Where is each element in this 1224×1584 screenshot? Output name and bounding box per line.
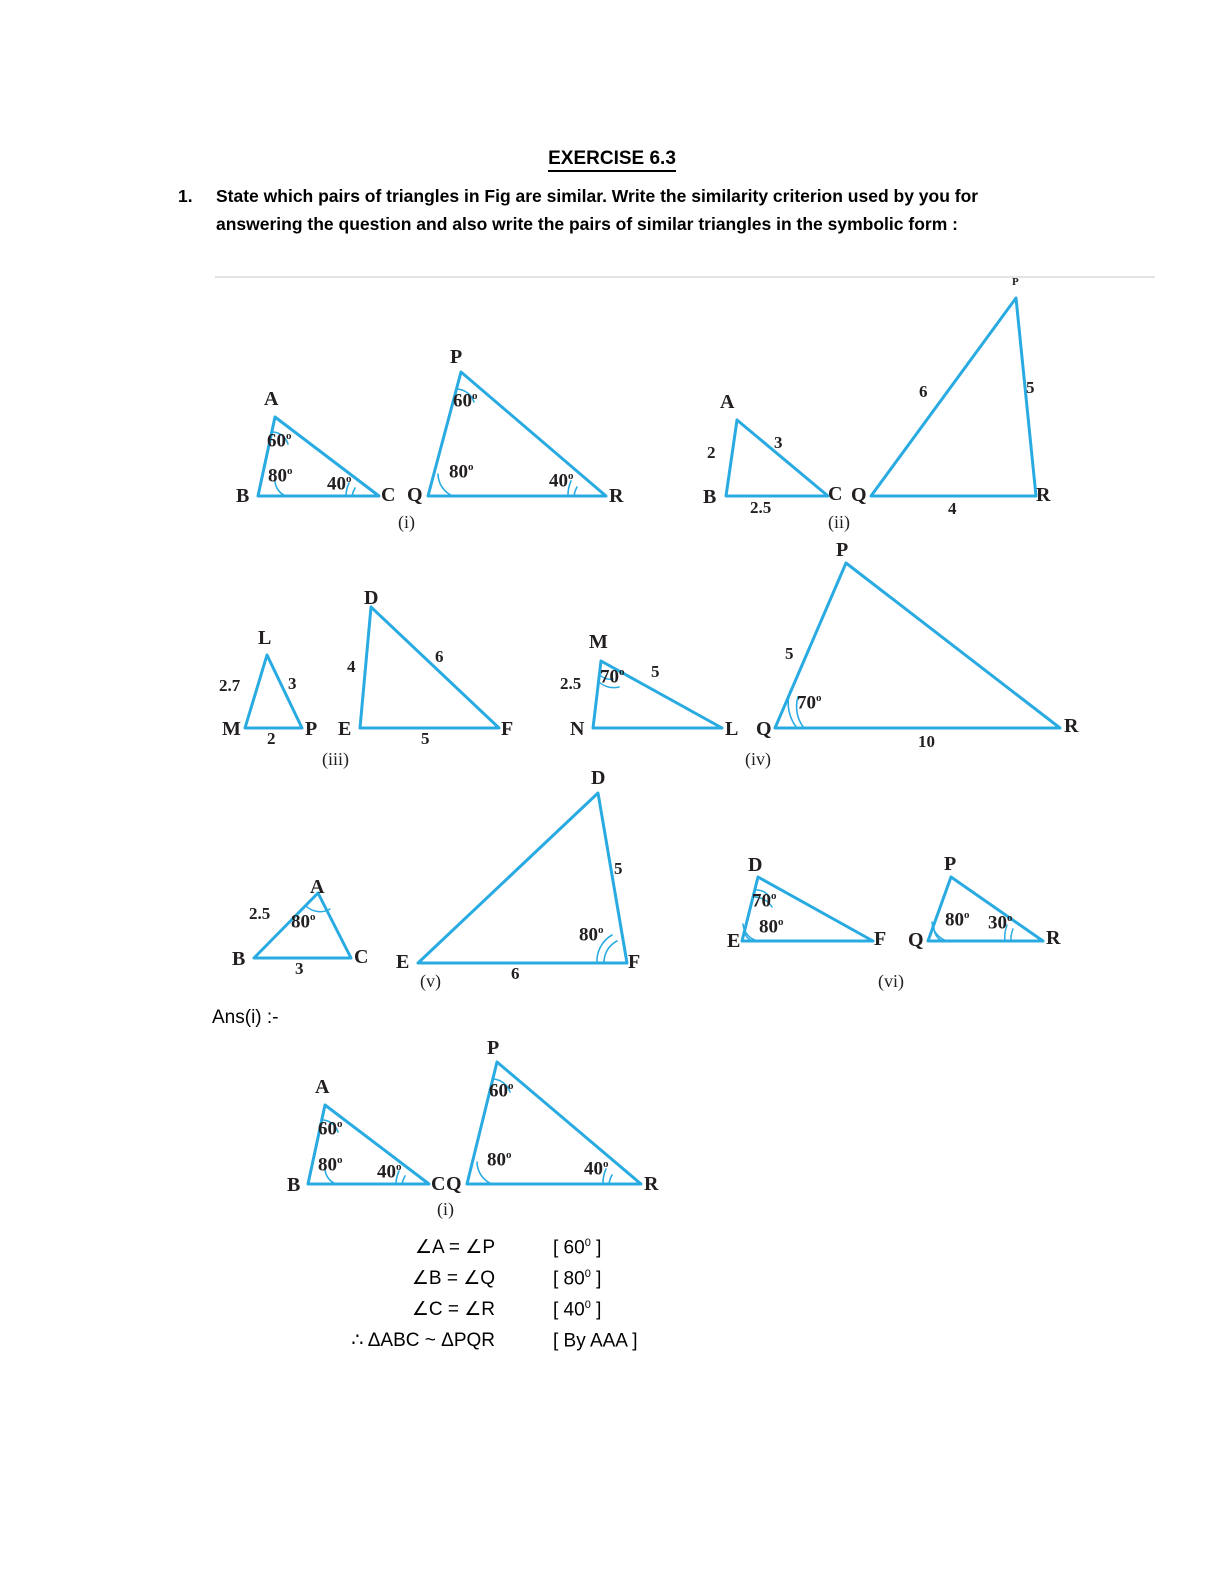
- fig-i-caption: (i): [398, 512, 415, 532]
- fig-i-angle-p: 60$^o$: [453, 390, 478, 412]
- fig-v-vertex-e: E: [396, 951, 410, 973]
- fig-iii-side-lp: 3: [288, 674, 297, 693]
- ans-fig-vertex-p: P: [487, 1037, 500, 1059]
- fig-iii-triangle-def: [360, 607, 499, 728]
- fig-ii-side-ac: 3: [774, 433, 783, 452]
- ans-fig-angle-b: 80$^o$: [318, 1154, 343, 1176]
- equation-rhs: [ $60^0$ ]: [553, 1236, 602, 1258]
- fig-vi-vertex-f: F: [874, 928, 887, 950]
- ans-fig-vertex-r: R: [644, 1173, 659, 1195]
- fig-ii-vertex-c: C: [828, 483, 843, 505]
- ans-fig-vertex-a: A: [315, 1076, 330, 1098]
- answer-equation-row: [280, 1329, 665, 1360]
- equation-rhs: [ $40^0$ ]: [553, 1298, 602, 1320]
- fig-i-vertex-b: B: [236, 485, 250, 507]
- fig-v-side-df: 5: [614, 859, 623, 878]
- question-number: 1.: [178, 186, 193, 206]
- fig-iii-side-df: 6: [435, 647, 444, 666]
- fig-vi-angle-d: 70$^o$: [752, 890, 777, 912]
- fig-iii-vertex-m: M: [222, 718, 241, 740]
- fig-ii-side-ab: 2: [707, 443, 716, 462]
- fig-i-vertex-c: C: [381, 484, 396, 506]
- fig-iii-side-mp: 2: [267, 729, 276, 748]
- fig-i-vertex-r: R: [609, 485, 624, 507]
- fig-v-angle-a: 80$^o$: [291, 911, 316, 933]
- fig-v-side-ef: 6: [511, 964, 520, 983]
- fig-vi-angle-r: 30$^o$: [988, 912, 1013, 934]
- answer-equations: [280, 1236, 665, 1360]
- answer-equation-row: [280, 1236, 665, 1267]
- fig-iv-angle-q: 70$^o$: [797, 692, 822, 714]
- fig-vi-vertex-r: R: [1046, 927, 1061, 949]
- fig-ii-triangle-pqr: [871, 298, 1036, 496]
- fig-ii-vertex-r: R: [1036, 484, 1051, 506]
- ans-fig-vertex-c: C: [431, 1173, 446, 1195]
- fig-i-vertex-q: Q: [407, 484, 423, 506]
- ans-fig-caption: (i): [437, 1199, 454, 1219]
- fig-vi-caption: (vi): [878, 971, 904, 991]
- fig-v-side-ab: 2.5: [249, 904, 271, 923]
- fig-i-vertex-a: A: [264, 388, 279, 410]
- equation-rhs: [ $80^0$ ]: [553, 1267, 602, 1289]
- fig-vi-angle-q: 80$^o$: [945, 909, 970, 931]
- equation-lhs: ∴ ΔABC ~ ΔPQR: [351, 1330, 495, 1351]
- fig-iii-caption: (iii): [322, 749, 349, 769]
- fig-v-vertex-f: F: [628, 951, 641, 973]
- equation-rhs: [ By AAA ]: [553, 1330, 638, 1351]
- fig-iv-vertex-q: Q: [756, 718, 772, 740]
- fig-v-side-bc: 3: [295, 959, 304, 978]
- fig-i-vertex-p: P: [450, 346, 463, 368]
- fig-vi-vertex-e: E: [727, 930, 741, 952]
- fig-iv-caption: (iv): [745, 749, 771, 769]
- fig-ii-caption: (ii): [828, 512, 850, 532]
- fig-i-angle-a: 60$^o$: [267, 430, 292, 452]
- fig-ii-side-qr: 4: [948, 499, 957, 518]
- fig-iv-vertex-m: M: [589, 631, 608, 653]
- fig-v-caption: (v): [420, 971, 441, 991]
- page-title: [0, 148, 1224, 170]
- fig-iv-side-mn: 2.5: [560, 674, 582, 693]
- fig-iv-side-qr: 10: [918, 732, 935, 751]
- fig-ii-vertex-a: A: [720, 391, 735, 413]
- fig-vi-vertex-p: P: [944, 853, 957, 875]
- answer-heading: Ans(i) :-: [212, 1007, 279, 1028]
- fig-vi-vertex-d: D: [748, 854, 763, 876]
- fig-iii-side-de: 4: [347, 657, 356, 676]
- fig-ii-vertex-p: P: [1012, 276, 1019, 288]
- ans-fig-angle-p: 60$^o$: [489, 1080, 514, 1102]
- fig-iii-vertex-d: D: [364, 587, 379, 609]
- ans-fig-angle-q: 80$^o$: [487, 1149, 512, 1171]
- equation-lhs: ∠C = ∠R: [411, 1299, 495, 1320]
- ans-fig-angle-a: 60$^o$: [318, 1118, 343, 1140]
- fig-vi-vertex-q: Q: [908, 929, 924, 951]
- answer-equation-row: [280, 1267, 665, 1298]
- fig-ii-triangle-abc: [726, 420, 828, 496]
- fig-v-vertex-a: A: [310, 876, 325, 898]
- question-text: State which pairs of triangles in Fig are similar. Write the similarity criterion used by you for answering the question and also write the pairs of similar triangles in the symbolic form :: [216, 186, 979, 234]
- fig-i-angle-q: 80$^o$: [449, 461, 474, 483]
- fig-ii-side-pr: 5: [1026, 378, 1035, 397]
- ans-fig-vertex-b: B: [287, 1174, 301, 1196]
- fig-ii-side-bc: 2.5: [750, 498, 772, 517]
- fig-iii-side-ef: 5: [421, 729, 430, 748]
- fig-iv-vertex-l: L: [725, 718, 739, 740]
- fig-i-angle-b: 80$^o$: [268, 465, 293, 487]
- fig-iv-angle-m: 70$^o$: [600, 666, 625, 688]
- equation-lhs: ∠B = ∠Q: [411, 1268, 495, 1289]
- equation-lhs: ∠A = ∠P: [414, 1237, 495, 1258]
- fig-v-vertex-d: D: [591, 767, 606, 789]
- fig-v-angle-f: 80$^o$: [579, 924, 604, 946]
- question-block: [178, 182, 1068, 238]
- answer-equation-row: [280, 1298, 665, 1329]
- ans-fig-vertex-q: Q: [446, 1173, 462, 1195]
- fig-iii-side-lm: 2.7: [219, 676, 241, 695]
- fig-ii-side-pq: 6: [919, 382, 928, 401]
- fig-iv-side-ml: 5: [651, 662, 660, 681]
- fig-ii-vertex-b: B: [703, 486, 717, 508]
- fig-iv-vertex-n: N: [570, 718, 585, 740]
- fig-iii-vertex-l: L: [258, 627, 272, 649]
- fig-vi-angle-e: 80$^o$: [759, 916, 784, 938]
- fig-i-angle-c: 40$^o$: [327, 473, 352, 495]
- fig-iii-vertex-f: F: [501, 718, 514, 740]
- fig-iii-vertex-e: E: [338, 718, 352, 740]
- ans-fig-angle-c: 40$^o$: [377, 1161, 402, 1183]
- fig-i-angle-r: 40$^o$: [549, 470, 574, 492]
- page-title-text: EXERCISE 6.3: [548, 148, 676, 172]
- fig-v-vertex-b: B: [232, 948, 246, 970]
- fig-ii-vertex-q: Q: [851, 484, 867, 506]
- fig-iv-vertex-r: R: [1064, 715, 1079, 737]
- fig-iv-vertex-p: P: [836, 539, 849, 561]
- fig-iii-vertex-p: P: [305, 718, 318, 740]
- fig-iv-side-pq: 5: [785, 644, 794, 663]
- fig-v-vertex-c: C: [354, 946, 369, 968]
- ans-fig-angle-r: 40$^o$: [584, 1158, 609, 1180]
